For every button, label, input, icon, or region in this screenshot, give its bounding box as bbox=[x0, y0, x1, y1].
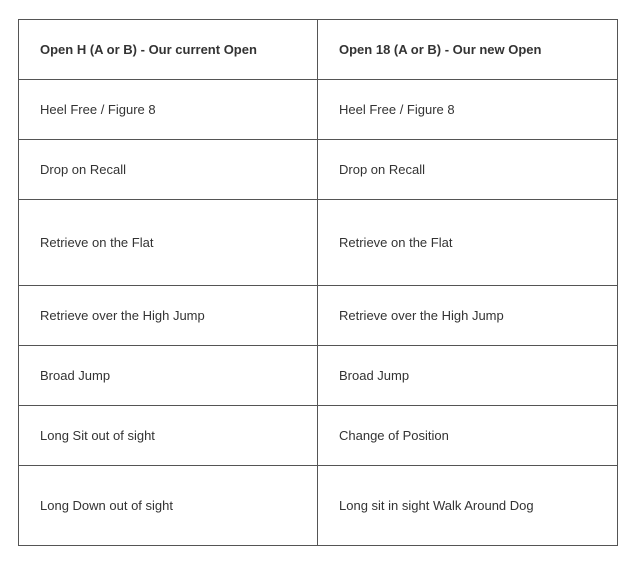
cell-new-exercise: Retrieve over the High Jump bbox=[318, 286, 618, 346]
cell-new-exercise: Broad Jump bbox=[318, 346, 618, 406]
table-row bbox=[19, 286, 618, 346]
cell-current-exercise: Drop on Recall bbox=[19, 140, 318, 200]
table-row bbox=[19, 80, 618, 140]
cell-current-exercise: Long Sit out of sight bbox=[19, 406, 318, 466]
table-row bbox=[19, 200, 618, 286]
cell-new-exercise: Drop on Recall bbox=[318, 140, 618, 200]
table-row bbox=[19, 346, 618, 406]
cell-current-exercise: Retrieve on the Flat bbox=[19, 200, 318, 286]
open-class-comparison-table bbox=[18, 19, 618, 546]
comparison-table-container bbox=[18, 19, 618, 546]
table-row bbox=[19, 466, 618, 546]
cell-new-exercise: Long sit in sight Walk Around Dog bbox=[318, 466, 618, 546]
header-new-open: Open 18 (A or B) - Our new Open bbox=[318, 20, 618, 80]
cell-new-exercise: Change of Position bbox=[318, 406, 618, 466]
cell-current-exercise: Heel Free / Figure 8 bbox=[19, 80, 318, 140]
table-row bbox=[19, 406, 618, 466]
cell-current-exercise: Long Down out of sight bbox=[19, 466, 318, 546]
table-row bbox=[19, 140, 618, 200]
cell-current-exercise: Broad Jump bbox=[19, 346, 318, 406]
cell-new-exercise: Retrieve on the Flat bbox=[318, 200, 618, 286]
header-current-open: Open H (A or B) - Our current Open bbox=[19, 20, 318, 80]
cell-new-exercise: Heel Free / Figure 8 bbox=[318, 80, 618, 140]
cell-current-exercise: Retrieve over the High Jump bbox=[19, 286, 318, 346]
table-header-row bbox=[19, 20, 618, 80]
